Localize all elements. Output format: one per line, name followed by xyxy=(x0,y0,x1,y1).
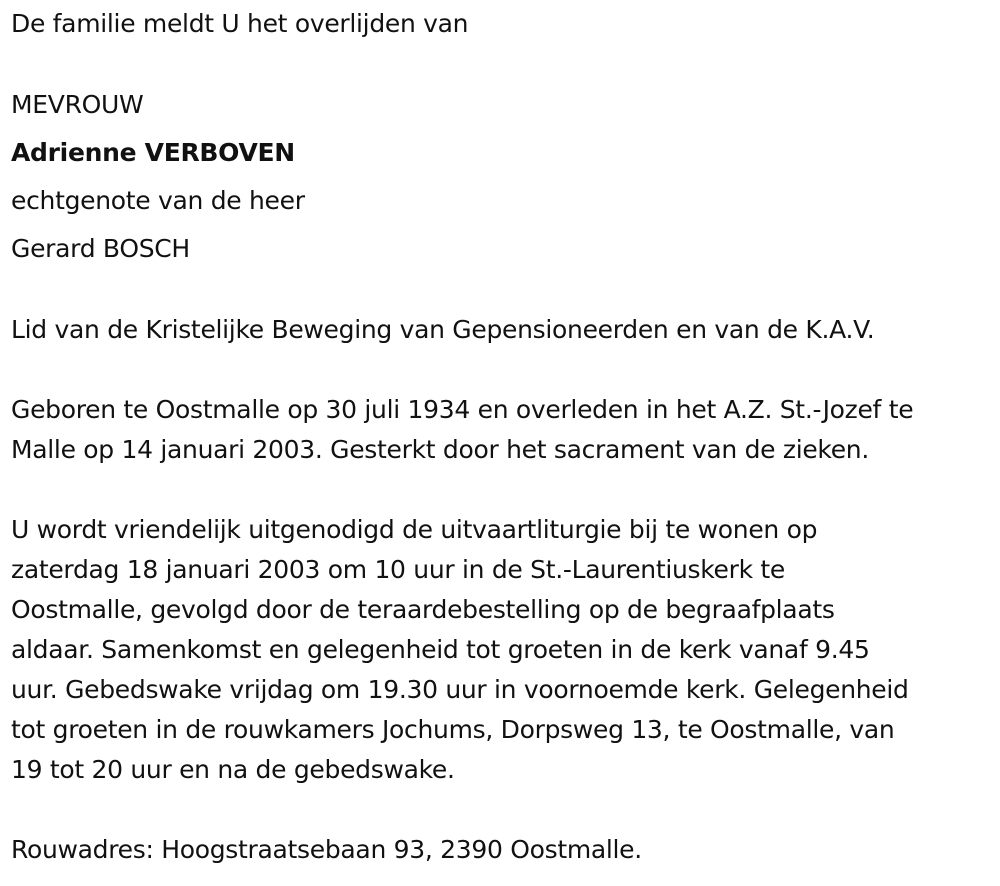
salutation: MEVROUW xyxy=(11,90,144,119)
spouse-name: Gerard BOSCH xyxy=(11,234,190,263)
funeral-line: U wordt vriendelijk uitgenodigd de uitvaartliturgie bij te wonen op xyxy=(11,515,818,544)
funeral-line: tot groeten in de rouwkamers Jochums, Dorpsweg 13, te Oostmalle, van xyxy=(11,715,895,744)
birth-death-line: Malle op 14 januari 2003. Gesterkt door het sacrament van de zieken. xyxy=(11,435,869,464)
birth-death-line: Geboren te Oostmalle op 30 juli 1934 en overleden in het A.Z. St.-Jozef te xyxy=(11,395,914,424)
mourning-address: Rouwadres: Hoogstraatsebaan 93, 2390 Oostmalle. xyxy=(11,835,642,864)
relation-text: echtgenote van de heer xyxy=(11,186,305,215)
funeral-line: aldaar. Samenkomst en gelegenheid tot groeten in de kerk vanaf 9.45 xyxy=(11,635,870,664)
funeral-line: zaterdag 18 januari 2003 om 10 uur in de St.-Laurentiuskerk te xyxy=(11,555,786,584)
deceased-name: Adrienne VERBOVEN xyxy=(11,138,295,167)
funeral-line: uur. Gebedswake vrijdag om 19.30 uur in voornoemde kerk. Gelegenheid xyxy=(11,675,909,704)
membership-text: Lid van de Kristelijke Beweging van Gepensioneerden en van de K.A.V. xyxy=(11,315,875,344)
intro-text: De familie meldt U het overlijden van xyxy=(11,9,469,38)
funeral-line: 19 tot 20 uur en na de gebedswake. xyxy=(11,755,455,784)
funeral-line: Oostmalle, gevolgd door de teraardebestelling op de begraafplaats xyxy=(11,595,835,624)
